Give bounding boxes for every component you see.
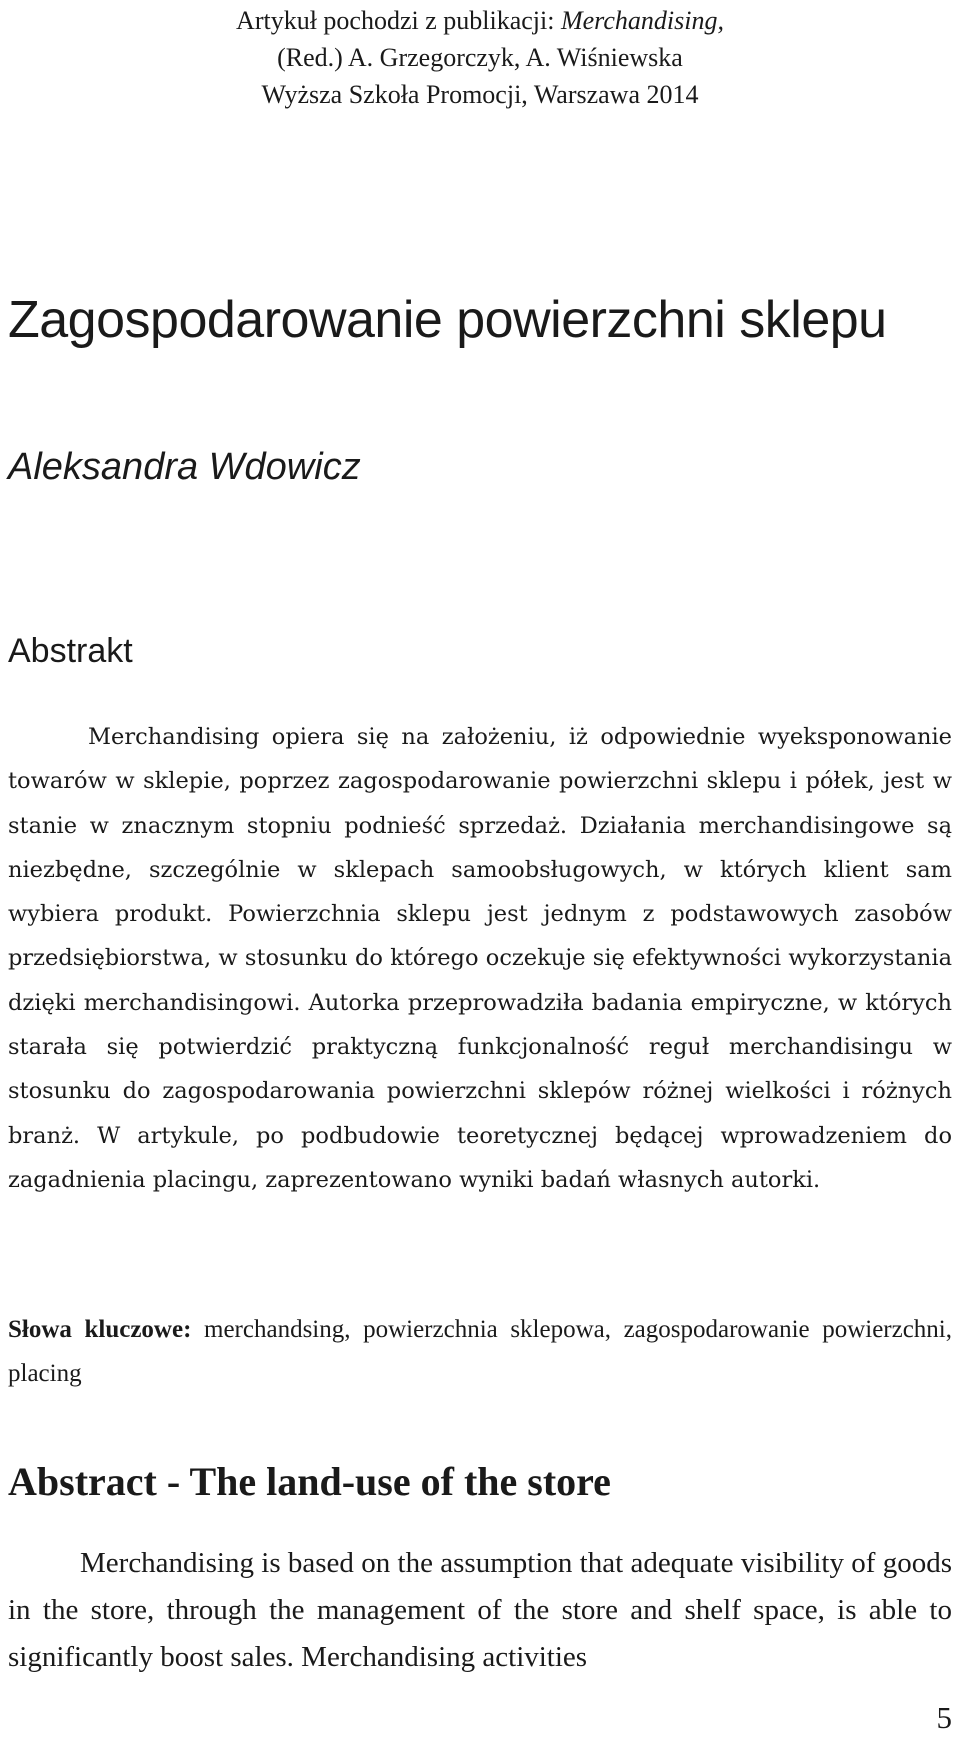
abstract-en-body: Merchandising is based on the assumption that adequate visibility of goods in the store, through the management of the store and shelf space, is able to significantly boost sales. Merchandising activities	[8, 1547, 952, 1673]
source-note-prefix: Artykuł pochodzi z publikacji:	[236, 6, 561, 35]
abstrakt-heading: Abstrakt	[8, 632, 133, 670]
source-note-publication-title: Merchandising,	[560, 6, 724, 35]
keywords-label: Słowa kluczowe:	[8, 1316, 192, 1343]
article-title: Zagospodarowanie powierzchni sklepu	[8, 291, 887, 349]
keywords	[8, 1308, 952, 1396]
source-note	[0, 2, 960, 113]
abstract-en-heading: Abstract - The land-use of the store	[8, 1459, 611, 1504]
page-number: 5	[936, 1700, 952, 1735]
source-note-line-2: (Red.) A. Grzegorczyk, A. Wiśniewska	[277, 43, 683, 72]
abstrakt-body: Merchandising opiera się na założeniu, iż odpowiednie wyeksponowanie towarów w sklepie, poprzez zagospodarowanie powierzchni sklepu i półek, jest w stanie w znacznym stopniu podnieść sprzedaż. Działania merchandisingowe są niezbędne, szczególnie w sklepach samoobsługowych, w których klient sam wybiera produkt. Powierzchnia sklepu jest jednym z podstawowych zasobów przedsiębiorstwa, w stosunku do którego oczekuje się efektywności wykorzystania dzięki merchandisingowi. Autorka przeprowadziła badania empiryczne, w których starała się potwierdzić praktyczną funkcjonalność reguł merchandisingu w stosunku do zagospodarowania powierzchni sklepów różnej wielkości i różnych branż. W artykule, po podbudowie teoretycznej będącej wprowadzeniem do zagadnienia placingu, zaprezentowano wyniki badań własnych autorki.	[8, 724, 952, 1193]
keywords-text: merchandsing, powierzchnia sklepowa, zagospodarowanie powierzchni, placing	[8, 1316, 953, 1387]
source-note-line-3: Wyższa Szkoła Promocji, Warszawa 2014	[261, 80, 699, 109]
source-note-line-1	[0, 2, 960, 39]
author-name: Aleksandra Wdowicz	[8, 446, 361, 488]
